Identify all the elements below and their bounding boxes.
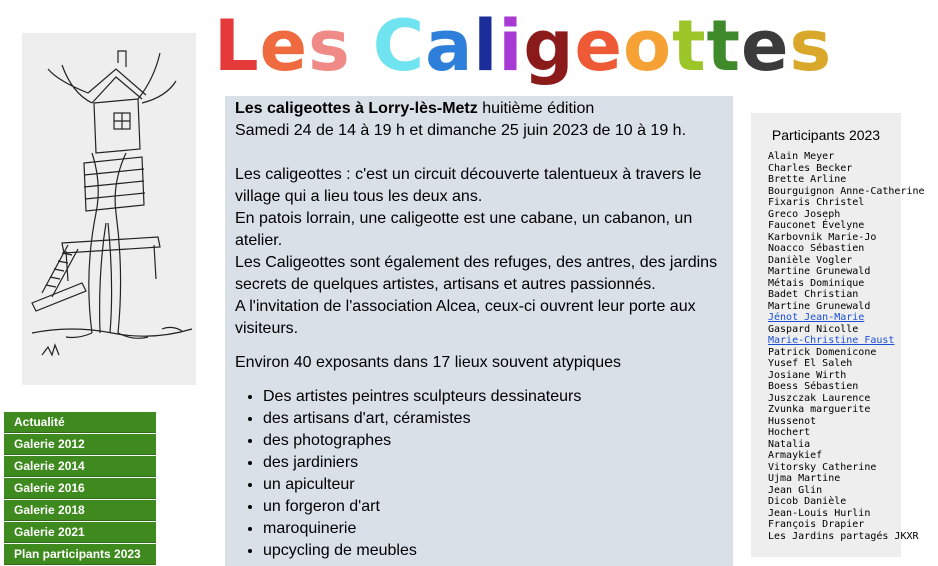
exhibitor-type-item: • des jardiniers bbox=[263, 452, 733, 474]
treehouse-sketch bbox=[22, 33, 196, 385]
exhibitor-type-item: • des artisans d'art, céramistes bbox=[263, 408, 733, 430]
edition-heading bbox=[225, 96, 733, 142]
intro-text bbox=[225, 164, 733, 340]
exhibitor-type-item: • des photographes bbox=[263, 430, 733, 452]
participant-name: Natalia bbox=[768, 438, 811, 450]
participant-name: Hochert bbox=[768, 427, 811, 438]
participant-name: Armaykief bbox=[768, 450, 823, 461]
participant-name: Noacco Sébastien bbox=[768, 243, 865, 254]
participant-name: Greco Joseph bbox=[768, 208, 841, 220]
logo-letter: L bbox=[214, 5, 260, 87]
edition-subtitle: huitième édition bbox=[477, 100, 595, 117]
participant-name: Gaspard Nicolle bbox=[768, 323, 859, 335]
participant-name: Hussenot bbox=[768, 415, 817, 427]
logo-letter: C bbox=[372, 5, 426, 87]
participant-name: François Drapier bbox=[768, 519, 865, 530]
participant-name: Badet Christian bbox=[768, 289, 859, 300]
main-navigation bbox=[4, 412, 156, 566]
logo-letter: g bbox=[523, 5, 575, 87]
participant-name: Jean Glin bbox=[768, 484, 823, 496]
nav-item-galerie-2021[interactable]: Galerie 2021 bbox=[4, 522, 156, 543]
exhibitor-type-item: • maroquinerie bbox=[263, 518, 733, 540]
nav-item-galerie-2018[interactable]: Galerie 2018 bbox=[4, 500, 156, 521]
exhibitor-types-list bbox=[225, 386, 733, 562]
participant-name: Martine Grunewald bbox=[768, 300, 871, 312]
nav-item-galerie-2014[interactable]: Galerie 2014 bbox=[4, 456, 156, 477]
exhibitor-type-item: • un apiculteur bbox=[263, 474, 733, 496]
participant-link[interactable]: Jénot Jean-Marie bbox=[768, 312, 865, 323]
participant-name: Fauconet Évelyne bbox=[768, 220, 865, 231]
participant-name: Patrick Domenicone bbox=[768, 346, 877, 358]
participants-panel bbox=[751, 113, 925, 557]
participant-name: Vitorsky Catherine bbox=[768, 461, 877, 473]
exhibitor-type-item: • upcycling de meubles bbox=[263, 540, 733, 562]
participant-name: Charles Becker bbox=[768, 162, 853, 174]
participants-list bbox=[768, 151, 925, 542]
logo-letter: e bbox=[741, 5, 790, 87]
participant-name: Martine Grunewald bbox=[768, 266, 871, 277]
participant-name: Josiane Wirth bbox=[768, 369, 847, 381]
participant-name: Bourguignon Anne-Catherine bbox=[768, 185, 925, 197]
logo-letter: t bbox=[672, 5, 707, 87]
exhibitor-count: Environ 40 exposants dans 17 lieux souvent atypiques bbox=[235, 354, 622, 371]
exhibitor-type-item: • Des artistes peintres sculpteurs dessinateurs bbox=[263, 386, 733, 408]
treehouse-drawing-icon bbox=[22, 33, 196, 385]
logo-letter: i bbox=[498, 5, 524, 87]
participant-name: Métais Dominique bbox=[768, 277, 865, 289]
intro-paragraph-3: Les Caligeottes sont également des refuges, des antres, des jardins secrets de quelques artistes, artisans et autres passionnés. bbox=[235, 254, 718, 293]
logo-letter: s bbox=[308, 5, 351, 87]
logo-letter: e bbox=[259, 5, 309, 87]
participant-name: Fixaris Christel bbox=[768, 197, 865, 208]
site-logo bbox=[214, 0, 833, 92]
participants-title: Participants 2023 bbox=[771, 127, 881, 143]
nav-item-galerie-2012[interactable]: Galerie 2012 bbox=[4, 434, 156, 455]
nav-item-actualit-[interactable]: Actualité bbox=[4, 412, 156, 433]
participant-name: Brette Arline bbox=[768, 174, 847, 185]
participant-name: Karbovnik Marie-Jo bbox=[768, 231, 877, 243]
main-content bbox=[225, 96, 733, 566]
logo-letter: l bbox=[473, 5, 499, 87]
participant-name: Boess Sébastien bbox=[768, 381, 859, 392]
participant-link[interactable]: Marie-Christine Faust bbox=[768, 335, 895, 346]
logo-letter: s bbox=[789, 5, 833, 87]
participant-name: Danièle Vogler bbox=[768, 254, 853, 266]
logo-letter: t bbox=[706, 5, 742, 87]
intro-paragraph-2: En patois lorrain, une caligeotte est une cabane, un cabanon, un atelier. bbox=[235, 210, 693, 249]
participant-name: Ujma Martine bbox=[768, 473, 841, 484]
participant-name: Zvunka marguerite bbox=[768, 404, 871, 415]
participant-name: Jean-Louis Hurlin bbox=[768, 507, 871, 519]
participant-name: Dicob Danièle bbox=[768, 496, 847, 507]
intro-paragraph-4: A l'invitation de l'association Alcea, ceux-ci ouvrent leur porte aux visiteurs. bbox=[235, 298, 696, 337]
participant-name: Juszczak Laurence bbox=[768, 392, 871, 404]
participant-name: Yusef El Saleh bbox=[768, 358, 853, 369]
exhibitor-type-item: • un forgeron d'art bbox=[263, 496, 733, 518]
edition-title: Les caligeottes à Lorry-lès-Metz bbox=[235, 100, 478, 117]
nav-item-galerie-2016[interactable]: Galerie 2016 bbox=[4, 478, 156, 499]
participant-name: Alain Meyer bbox=[768, 151, 835, 162]
participant-name: Les Jardins partagés JKXR bbox=[768, 530, 919, 542]
event-dates: Samedi 24 de 14 à 19 h et dimanche 25 juin 2023 de 10 à 19 h. bbox=[235, 122, 687, 139]
logo-letter: o bbox=[622, 5, 673, 87]
logo-letter: a bbox=[425, 5, 474, 87]
nav-item-plan-participants-2023[interactable]: Plan participants 2023 bbox=[4, 544, 156, 565]
logo-letter: e bbox=[574, 5, 623, 87]
intro-paragraph-1: Les caligeottes : c'est un circuit découverte talentueux à travers le village qui a lieu tous les deux ans. bbox=[235, 166, 702, 205]
